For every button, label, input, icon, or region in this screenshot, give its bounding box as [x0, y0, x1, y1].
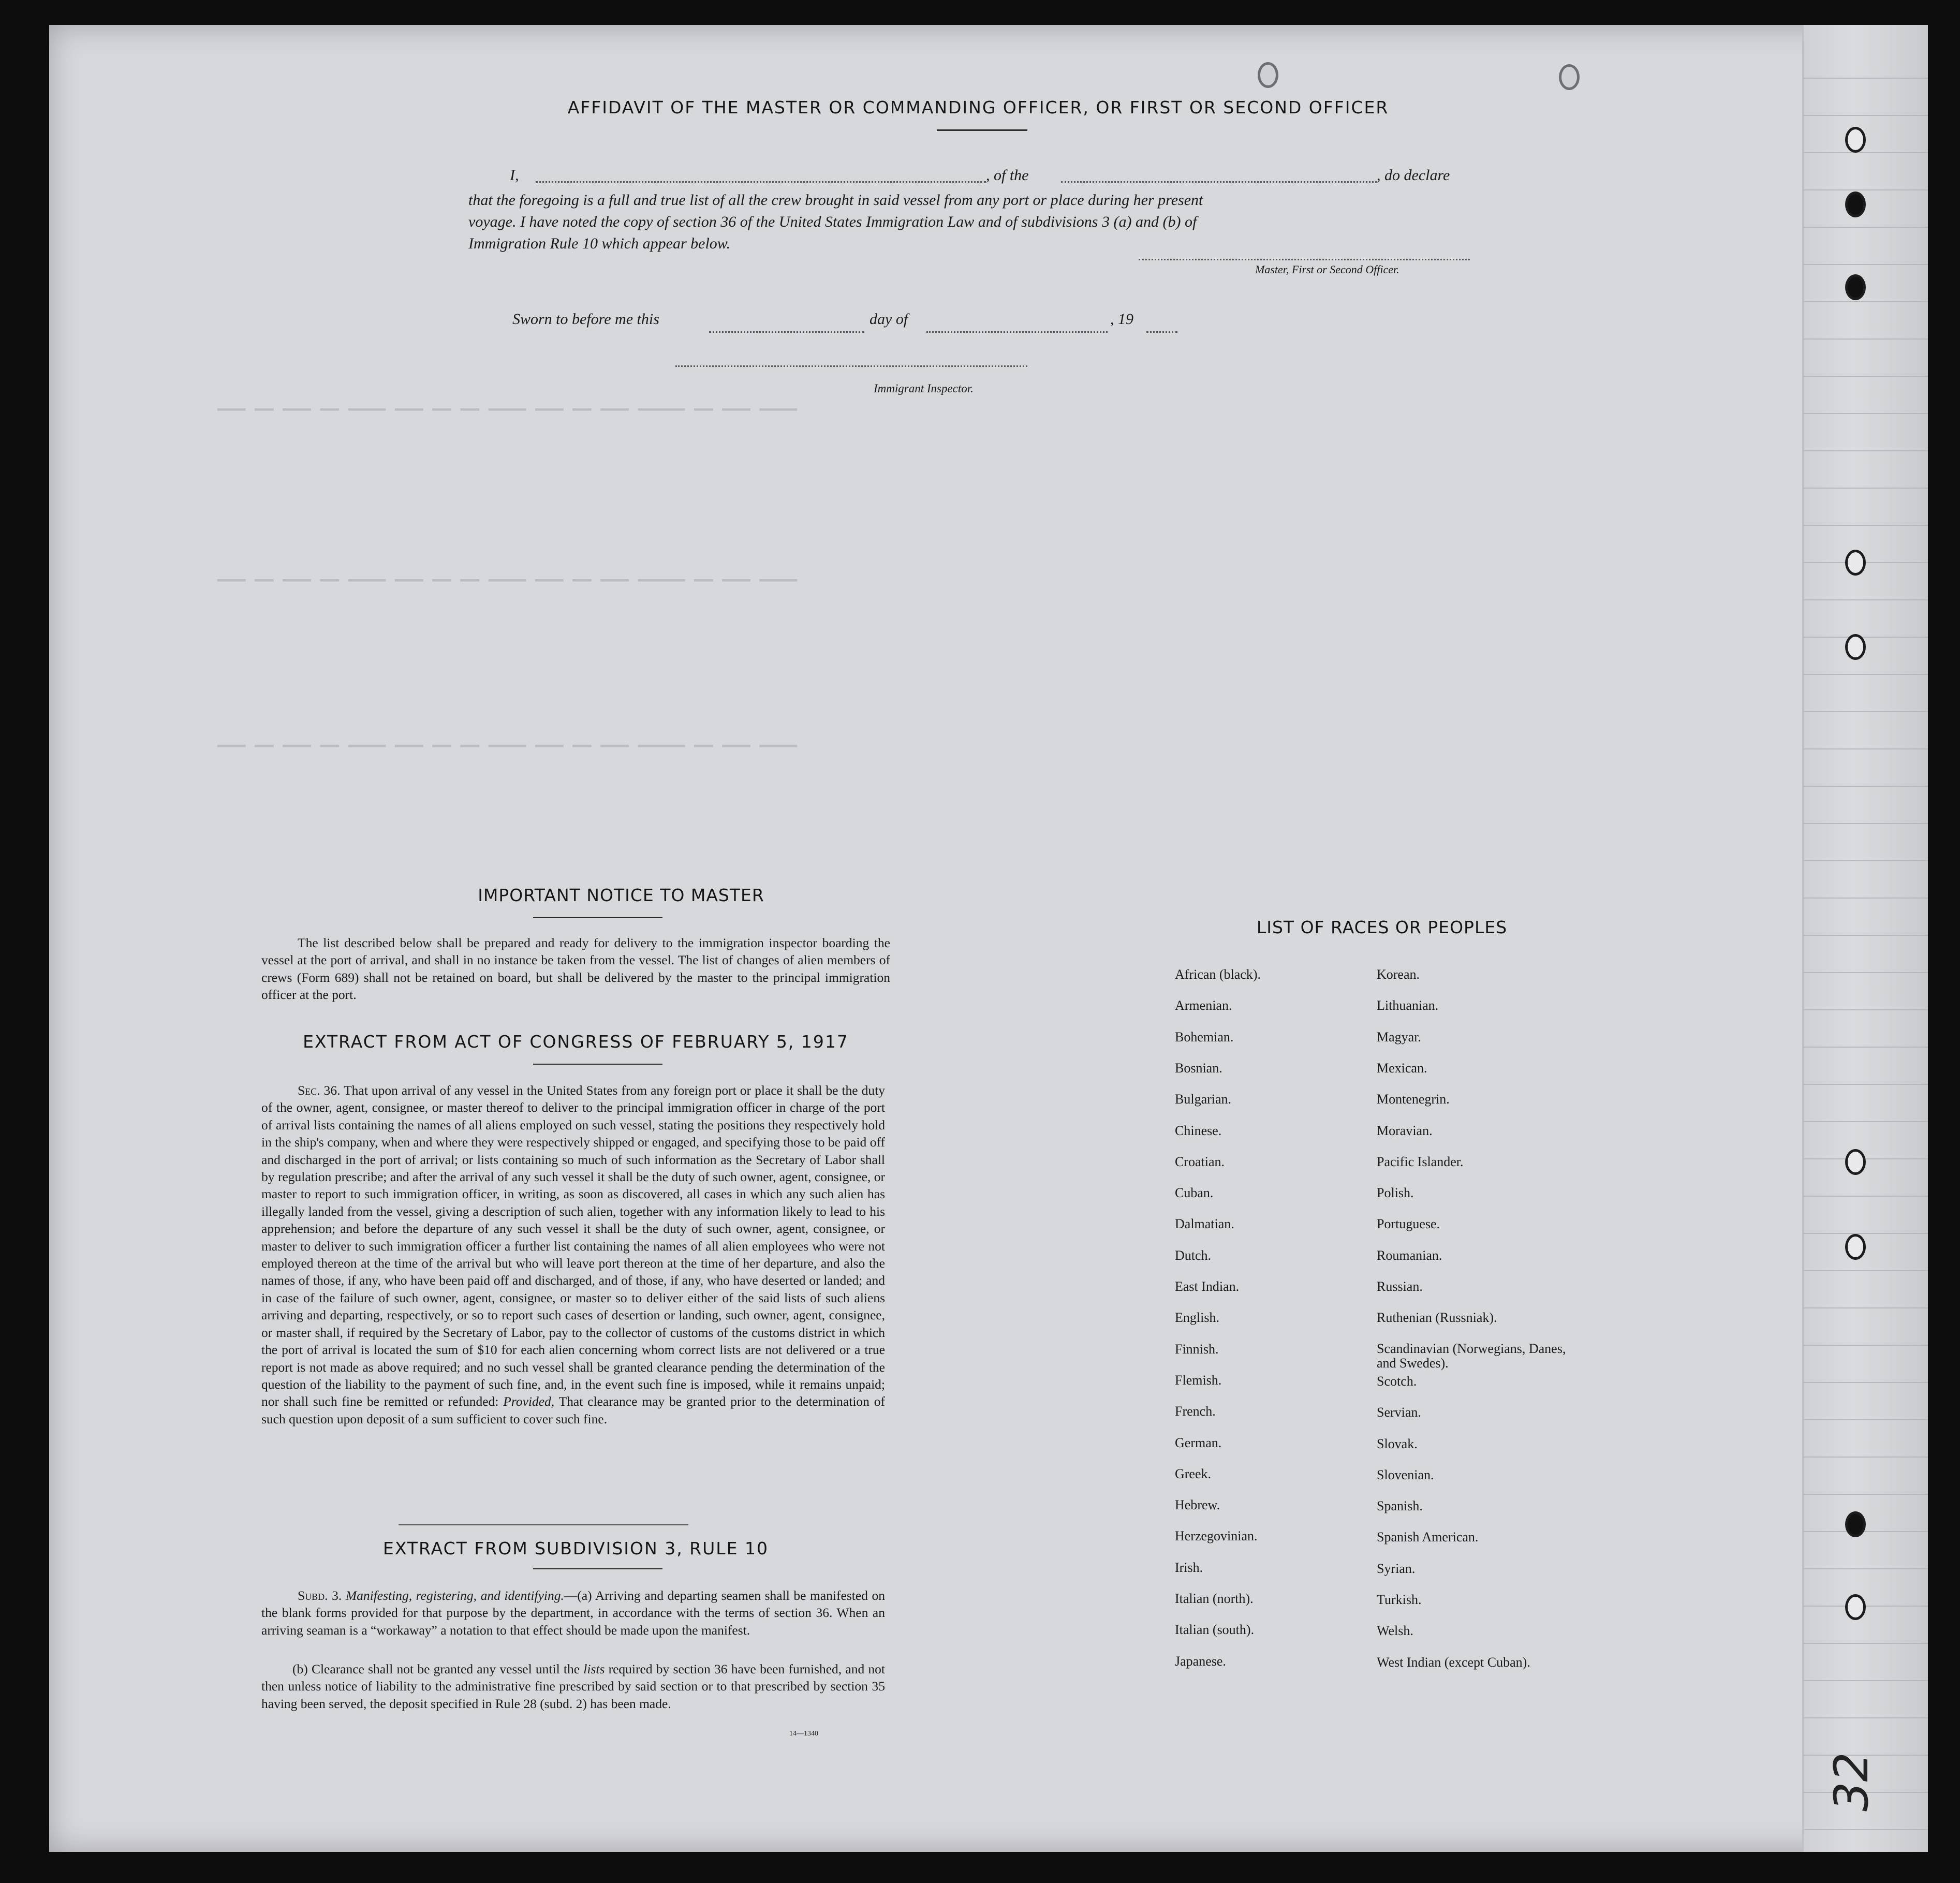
- race-item: Slovenian.: [1377, 1467, 1434, 1482]
- subd-text-a: —(a) Arriving and departing seamen shall be manifested on the blank forms provided for that purpose by the department, in accordance with the terms of section 36. When an arriving seaman is a “workaway” a notation to that effect should be made upon the manifest.: [261, 1588, 885, 1638]
- race-item: Finnish.: [1175, 1341, 1219, 1357]
- ruled-line: [1804, 1419, 1928, 1420]
- ruled-line: [1804, 376, 1928, 377]
- race-item: Croatian.: [1175, 1154, 1225, 1169]
- day-of-label: day of: [870, 311, 908, 328]
- punch-hole-icon: [1845, 634, 1866, 660]
- ruled-line: [1804, 637, 1928, 638]
- year-label: , 19: [1110, 311, 1133, 328]
- ruled-line: [1804, 1568, 1928, 1569]
- ruled-line: [1804, 115, 1928, 116]
- bleed-through-row: ▔▔▔ ▔▔ ▔▔▔ ▔▔ ▔▔▔▔ ▔▔▔ ▔▔ ▔▔ ▔▔▔▔ ▔▔▔ ▔▔ ▔▔▔ ▔▔▔▔▔ ▔▔ ▔▔▔ ▔▔▔▔: [217, 745, 797, 763]
- handwritten-page-number: 32: [1824, 1752, 1879, 1812]
- punch-hole-icon: [1258, 62, 1278, 88]
- extract-rule-text-a: [261, 1587, 885, 1639]
- race-item: Dalmatian.: [1175, 1216, 1234, 1232]
- ruled-line: [1804, 1233, 1928, 1234]
- ruled-line: [1804, 1829, 1928, 1830]
- master-signature-field[interactable]: [1139, 259, 1470, 260]
- race-item: Scotch.: [1377, 1373, 1417, 1389]
- race-item: Turkish.: [1377, 1592, 1422, 1607]
- punch-hole-icon: [1845, 1234, 1866, 1260]
- sworn-year-field[interactable]: [1146, 331, 1177, 333]
- ruled-line: [1804, 823, 1928, 824]
- affidavit-i-label: I,: [510, 167, 519, 184]
- affidavit-line-2: that the foregoing is a full and true list of all the crew brought in said vessel from any port or place during her present: [468, 192, 1203, 209]
- punch-hole-icon: [1845, 1511, 1866, 1537]
- underlying-page-edge: [1802, 25, 1928, 1852]
- punch-hole-icon: [1845, 274, 1866, 300]
- ruled-line: [1804, 860, 1928, 861]
- punch-hole-icon: [1845, 1594, 1866, 1620]
- extract-act-rule: [533, 1064, 662, 1065]
- extract-act-text: [261, 1082, 885, 1428]
- race-item: Syrian.: [1377, 1561, 1416, 1576]
- ruled-line: [1804, 1680, 1928, 1681]
- ruled-line: [1804, 450, 1928, 451]
- race-item: Servian.: [1377, 1405, 1421, 1420]
- race-item: Montenegrin.: [1377, 1092, 1450, 1107]
- subd-text-b-italic: lists: [583, 1661, 605, 1676]
- race-item: Spanish American.: [1377, 1529, 1479, 1545]
- race-item: English.: [1175, 1310, 1219, 1326]
- race-item: Bosnian.: [1175, 1060, 1222, 1076]
- ruled-line: [1804, 972, 1928, 973]
- extract-rule-text-b: [261, 1660, 885, 1712]
- ruled-line: [1804, 78, 1928, 79]
- inspector-signature-field[interactable]: [675, 365, 1027, 367]
- race-item: Herzegovinian.: [1175, 1528, 1258, 1544]
- race-item: East Indian.: [1175, 1279, 1240, 1294]
- ruled-line: [1804, 1531, 1928, 1532]
- subd-italic-head: Manifesting, registering, and identifying.: [345, 1588, 564, 1603]
- ruled-line: [1804, 1494, 1928, 1495]
- vessel-field[interactable]: [1061, 181, 1377, 183]
- bleed-through-row: ▔▔▔ ▔▔ ▔▔▔ ▔▔ ▔▔▔▔ ▔▔▔ ▔▔ ▔▔ ▔▔▔▔ ▔▔▔ ▔▔ ▔▔▔ ▔▔▔▔▔ ▔▔ ▔▔▔ ▔▔▔▔: [217, 409, 797, 427]
- ruled-line: [1804, 1158, 1928, 1159]
- bleed-through-row: ▔▔▔ ▔▔ ▔▔▔ ▔▔ ▔▔▔▔ ▔▔▔ ▔▔ ▔▔ ▔▔▔▔ ▔▔▔ ▔▔ ▔▔▔ ▔▔▔▔▔ ▔▔ ▔▔▔ ▔▔▔▔: [217, 580, 797, 598]
- section-lead: Sec. 36.: [298, 1083, 341, 1098]
- ruled-line: [1804, 488, 1928, 489]
- ruled-line: [1804, 339, 1928, 340]
- punch-hole-icon: [1845, 1149, 1866, 1175]
- ruled-line: [1804, 413, 1928, 414]
- ruled-line: [1804, 525, 1928, 526]
- race-item: Italian (north).: [1175, 1591, 1254, 1606]
- ruled-line: [1804, 1084, 1928, 1085]
- affidavit-declare-label: , do declare: [1377, 167, 1450, 184]
- subd-lead: Subd. 3.: [298, 1588, 342, 1603]
- race-item: Armenian.: [1175, 998, 1232, 1013]
- subd-text-b-post: required by section 36 have been furnished, and not then unless notice of liability to the administrative fine prescribed by said section or to that prescribed by section 35 having been served, the deposit specified in Rule 28 (subd. 2) has been made.: [261, 1661, 886, 1711]
- ruled-line: [1804, 152, 1928, 153]
- ruled-line: [1804, 1345, 1928, 1346]
- race-item: West Indian (except Cuban).: [1377, 1654, 1530, 1670]
- affidavit-line-4: Immigration Rule 10 which appear below.: [468, 235, 731, 252]
- ruled-line: [1804, 711, 1928, 712]
- ruled-line: [1804, 674, 1928, 675]
- race-item: Pacific Islander.: [1377, 1154, 1464, 1169]
- race-item: Mexican.: [1377, 1060, 1427, 1076]
- ruled-line: [1804, 898, 1928, 899]
- notice-title: IMPORTANT NOTICE TO MASTER: [478, 885, 764, 905]
- section-divider: [399, 1524, 688, 1525]
- ruled-line: [1804, 1457, 1928, 1458]
- race-item: German.: [1175, 1435, 1222, 1450]
- race-item: Japanese.: [1175, 1653, 1226, 1669]
- ruled-line: [1804, 1307, 1928, 1308]
- sworn-label: Sworn to before me this: [512, 311, 659, 328]
- name-field[interactable]: [536, 181, 986, 183]
- ruled-line: [1804, 1382, 1928, 1383]
- ruled-line: [1804, 935, 1928, 936]
- subd-text-b-pre: (b) Clearance shall not be granted any vessel until the: [292, 1661, 580, 1676]
- ruled-line: [1804, 264, 1928, 265]
- title-rule: [937, 129, 1027, 131]
- ruled-line: [1804, 599, 1928, 600]
- ruled-line: [1804, 786, 1928, 787]
- race-item: Irish.: [1175, 1560, 1203, 1575]
- races-title: LIST OF RACES OR PEOPLES: [1256, 917, 1508, 937]
- affidavit-title: AFFIDAVIT OF THE MASTER OR COMMANDING OFFICER, OR FIRST OR SECOND OFFICER: [567, 97, 1389, 117]
- race-item: Roumanian.: [1377, 1247, 1442, 1263]
- sworn-month-field[interactable]: [926, 331, 1108, 333]
- race-item: Hebrew.: [1175, 1497, 1220, 1513]
- punch-hole-icon: [1845, 192, 1866, 217]
- affidavit-of-the-label: , of the: [986, 167, 1029, 184]
- ruled-line: [1804, 1121, 1928, 1122]
- notice-rule: [533, 917, 662, 918]
- ruled-line: [1804, 1009, 1928, 1010]
- section-body: That upon arrival of any vessel in the United States from any foreign port or place it shall be the duty of the owner, agent, consignee, or master thereof to deliver to the principal immigration officer in charge of the port of arrival lists containing the names of all aliens employed on such vessel, stating the positions they respectively hold in the ship's company, when and where they were respectively shipped or engaged, and specifying those to be paid off and discharged in the port of arrival; or lists containing so much of such information as the Secretary of Labor shall by regulation prescribe; and after the arrival of any such vessel it shall be the duty of such owner, agent, consignee, or master to report to such immigration officer, in writing, as soon as discovered, all cases in which any such alien has illegally landed from the vessel, giving a description of such alien, together with any information likely to lead to his apprehension; and before the departure of any such vessel it shall be the duty of such owner, agent, consignee, or master to deliver to such immigration officer a further list containing the names of all alien employees who were not employed thereon at the time of the arrival but who will leave port thereon at the time of her departure, and also the names of those, if any, who have been paid off and discharged, and of those, if any, who have deserted or landed; and in case of the failure of such owner, agent, consignee, or master so to deliver either of the said lists of such aliens arriving and departing, respectively, or so to report such cases of desertion or landing, such owner, agent, consignee, or master shall, if required by the Secretary of Labor, pay to the collector of customs of the customs district in which the port of arrival is located the sum of $10 for each alien concerning whom correct lists are not delivered or a true report is not made as above required; and no such vessel shall be granted clearance pending the determination of the question of the liability to the payment of such fine, and, in the event such fine is imposed, while it remains unpaid; nor shall such fine be remitted or refunded:: [261, 1083, 885, 1409]
- race-item: French.: [1175, 1404, 1216, 1419]
- punch-hole-icon: [1845, 127, 1866, 153]
- extract-act-title: EXTRACT FROM ACT OF CONGRESS OF FEBRUARY 5, 1917: [303, 1032, 849, 1052]
- punch-hole-icon: [1845, 550, 1866, 576]
- race-item: Welsh.: [1377, 1623, 1413, 1639]
- race-item: Korean.: [1377, 967, 1420, 982]
- race-item: Russian.: [1377, 1279, 1423, 1294]
- ruled-line: [1804, 227, 1928, 228]
- ruled-line: [1804, 189, 1928, 190]
- race-item: Bohemian.: [1175, 1029, 1234, 1045]
- race-item: Magyar.: [1377, 1029, 1421, 1045]
- signature-caption: Master, First or Second Officer.: [1255, 263, 1399, 276]
- race-item: Dutch.: [1175, 1247, 1212, 1263]
- race-item: Lithuanian.: [1377, 998, 1439, 1013]
- inspector-caption: Immigrant Inspector.: [874, 382, 974, 395]
- ruled-line: [1804, 748, 1928, 749]
- proviso-text: That clearance may be granted prior to the determination of such question upon deposit of a sum sufficient to cover such fine.: [261, 1394, 885, 1426]
- form-number: 14—1340: [789, 1730, 818, 1738]
- race-item: Slovak.: [1377, 1436, 1418, 1451]
- race-item: Moravian.: [1377, 1123, 1433, 1138]
- ruled-line: [1804, 562, 1928, 563]
- ruled-line: [1804, 1047, 1928, 1048]
- race-item: Portuguese.: [1377, 1216, 1440, 1232]
- race-item: Polish.: [1377, 1185, 1414, 1201]
- ruled-line: [1804, 1196, 1928, 1197]
- ruled-line: [1804, 1606, 1928, 1607]
- ruled-line: [1804, 301, 1928, 302]
- affidavit-line-3: voyage. I have noted the copy of section 36 of the United States Immigration Law and of subdivisions 3 (a) and (b) of: [468, 213, 1197, 230]
- ruled-line: [1804, 1717, 1928, 1718]
- race-item: Chinese.: [1175, 1123, 1222, 1138]
- race-item: Spanish.: [1377, 1498, 1423, 1514]
- notice-text: The list described below shall be prepared and ready for delivery to the immigration inspector boarding the vessel at the port of arrival, and shall in no instance be taken from the vessel. The list of changes of alien members of crews (Form 689) shall not be retained on board, but shall be delivered by the master to the principal immigration officer at the port.: [261, 935, 890, 1003]
- race-item: Bulgarian.: [1175, 1092, 1232, 1107]
- race-item: Italian (south).: [1175, 1622, 1255, 1638]
- ruled-line: [1804, 1643, 1928, 1644]
- race-item: Greek.: [1175, 1466, 1212, 1481]
- race-item: Flemish.: [1175, 1372, 1222, 1388]
- race-item: Cuban.: [1175, 1185, 1214, 1201]
- extract-rule-title: EXTRACT FROM SUBDIVISION 3, RULE 10: [383, 1538, 769, 1558]
- sworn-day-field[interactable]: [709, 331, 864, 333]
- race-item: Ruthenian (Russniak).: [1377, 1310, 1497, 1326]
- extract-rule-rule: [533, 1568, 662, 1569]
- race-item: African (black).: [1175, 967, 1261, 982]
- proviso-word: Provided,: [503, 1394, 555, 1409]
- race-item: Scandinavian (Norwegians, Danes, and Swedes).: [1377, 1341, 1566, 1371]
- punch-hole-icon: [1559, 64, 1580, 90]
- ruled-line: [1804, 1270, 1928, 1271]
